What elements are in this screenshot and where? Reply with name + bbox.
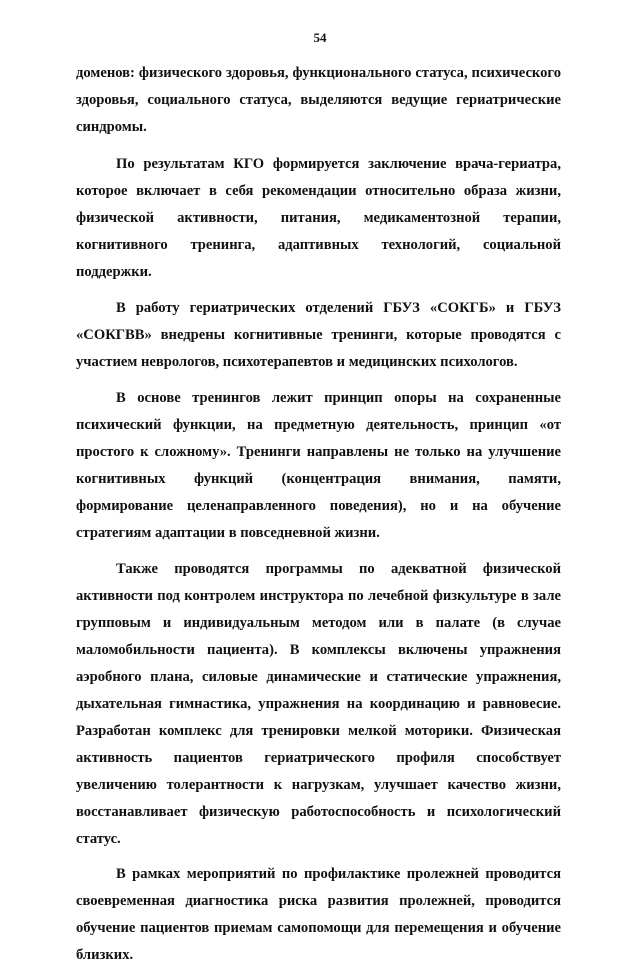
document-body [76, 60, 561, 969]
paragraph-4: В основе тренингов лежит принцип опоры на сохраненные психический функции, на предметную деятельность, принцип «от простого к сложному». Тренинги направлены не только на улучшение когнитивных функций (концентрация внимания, памяти, формирование целенаправленного поведения), но и на обучение стратегиям адаптации в повседневной жизни. [76, 390, 561, 541]
paragraph-1: доменов: физического здоровья, функционального статуса, психического здоровья, социального статуса, выделяются ведущие гериатрические синдромы. [76, 65, 561, 135]
paragraph-3: В работу гериатрических отделений ГБУЗ «СОКГБ» и ГБУЗ «СОКГВВ» внедрены когнитивные тренинги, которые проводятся с участием неврологов, психотерапевтов и медицинских психологов. [76, 300, 561, 370]
page-number: 54 [313, 30, 327, 45]
paragraph-6: В рамках мероприятий по профилактике пролежней проводится своевременная диагностика риска развития пролежней, проводится обучение пациентов приемам самопомощи для перемещения и обучение близких. [76, 866, 561, 963]
paragraph-5: Также проводятся программы по адекватной физической активности под контролем инструктора по лечебной физкультуре в зале групповым и индивидуальным методом или в палате (в случае маломобильности пациента). В комплексы включены упражнения аэробного плана, силовые динамические и статические упражнения, дыхательная гимнастика, упражнения на координацию и равновесие. Разработан комплекс для тренировки мелкой моторики. Физическая активность пациентов гериатрического профиля способствует увеличению толерантности к нагрузкам, улучшает качество жизни, восстанавливает физическую работоспособность и психологический статус. [76, 561, 561, 847]
paragraph-2: По результатам КГО формируется заключение врача-гериатра, которое включает в себя рекомендации относительно образа жизни, физической активности, питания, медикаментозной терапии, когнитивного тренинга, адаптивных технологий, социальной поддержки. [76, 156, 561, 280]
